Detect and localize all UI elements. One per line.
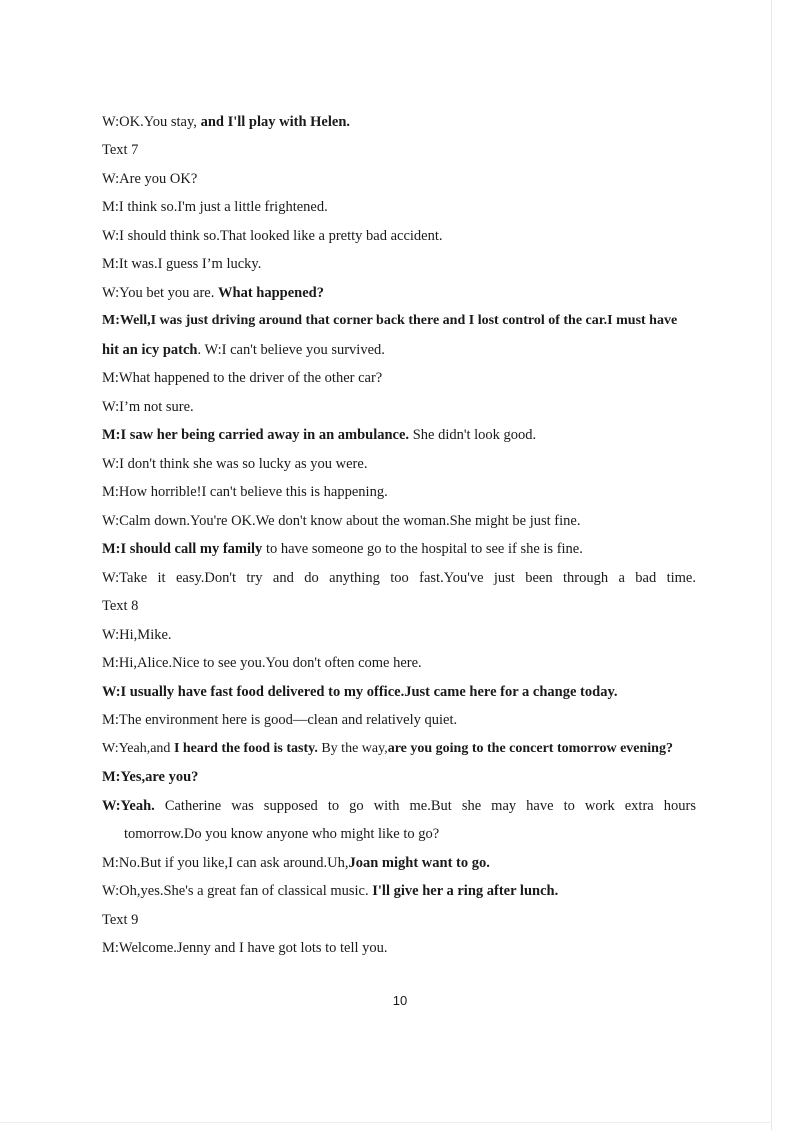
- dialogue-line: W:Oh,yes.She's a great fan of classical music. I'll give her a ring after lunch.: [102, 883, 559, 899]
- dialogue-line: M:I saw her being carried away in an ambulance. She didn't look good.: [102, 427, 537, 443]
- dialogue-line: M:Hi,Alice.Nice to see you.You don't often come here.: [102, 655, 422, 671]
- dialogue-line: W:I should think so.That looked like a pretty bad accident.: [102, 228, 443, 244]
- dialogue-line: W:Yeah,and I heard the food is tasty. By the way,are you going to the concert tomorrow evening?: [102, 741, 673, 756]
- dialogue-line: W:I don't think she was so lucky as you were.: [102, 456, 368, 472]
- dialogue-line: W:Calm down.You're OK.We don't know about the woman.She might be just fine.: [102, 513, 581, 529]
- dialogue-line: M:Yes,are you?: [102, 769, 199, 785]
- dialogue-line: W:Take it easy.Don't try and do anything too fast.You've just been through a bad time.: [102, 570, 696, 586]
- dialogue-line: M:I think so.I'm just a little frightened.: [102, 199, 328, 215]
- section-heading-text-7: Text 7: [102, 142, 139, 158]
- dialogue-line: M:No.But if you like,I can ask around.Uh,Joan might want to go.: [102, 855, 490, 871]
- dialogue-line: M:How horrible!I can't believe this is happening.: [102, 484, 388, 500]
- dialogue-line: W:Yeah. Catherine was supposed to go with me.But she may have to work extra hours: [102, 798, 696, 814]
- dialogue-line: W:You bet you are. What happened?: [102, 285, 324, 301]
- section-heading-text-9: Text 9: [102, 912, 139, 928]
- dialogue-line: W:Are you OK?: [102, 171, 198, 187]
- dialogue-line: W:I usually have fast food delivered to my office.Just came here for a change today.: [102, 684, 618, 700]
- dialogue-line: W:Hi,Mike.: [102, 627, 172, 643]
- section-heading-text-8: Text 8: [102, 598, 139, 614]
- dialogue-line: W:OK.You stay, and I'll play with Helen.: [102, 114, 351, 130]
- dialogue-line-continuation: tomorrow.Do you know anyone who might like to go?: [124, 826, 440, 842]
- page-bottom-divider: [0, 1122, 772, 1123]
- page-number: 10: [392, 993, 408, 1008]
- dialogue-line: M:The environment here is good—clean and relatively quiet.: [102, 712, 458, 728]
- page-edge-divider: [771, 0, 772, 1130]
- dialogue-line: W:I’m not sure.: [102, 399, 194, 415]
- dialogue-line: hit an icy patch. W:I can't believe you survived.: [102, 342, 385, 358]
- dialogue-line: M:It was.I guess I’m lucky.: [102, 256, 262, 272]
- dialogue-line: M:I should call my family to have someone go to the hospital to see if she is fine.: [102, 541, 583, 557]
- dialogue-line: M:Welcome.Jenny and I have got lots to tell you.: [102, 940, 388, 956]
- dialogue-line: M:Well,I was just driving around that corner back there and I lost control of the car.I must have: [102, 313, 678, 328]
- dialogue-line: M:What happened to the driver of the other car?: [102, 370, 383, 386]
